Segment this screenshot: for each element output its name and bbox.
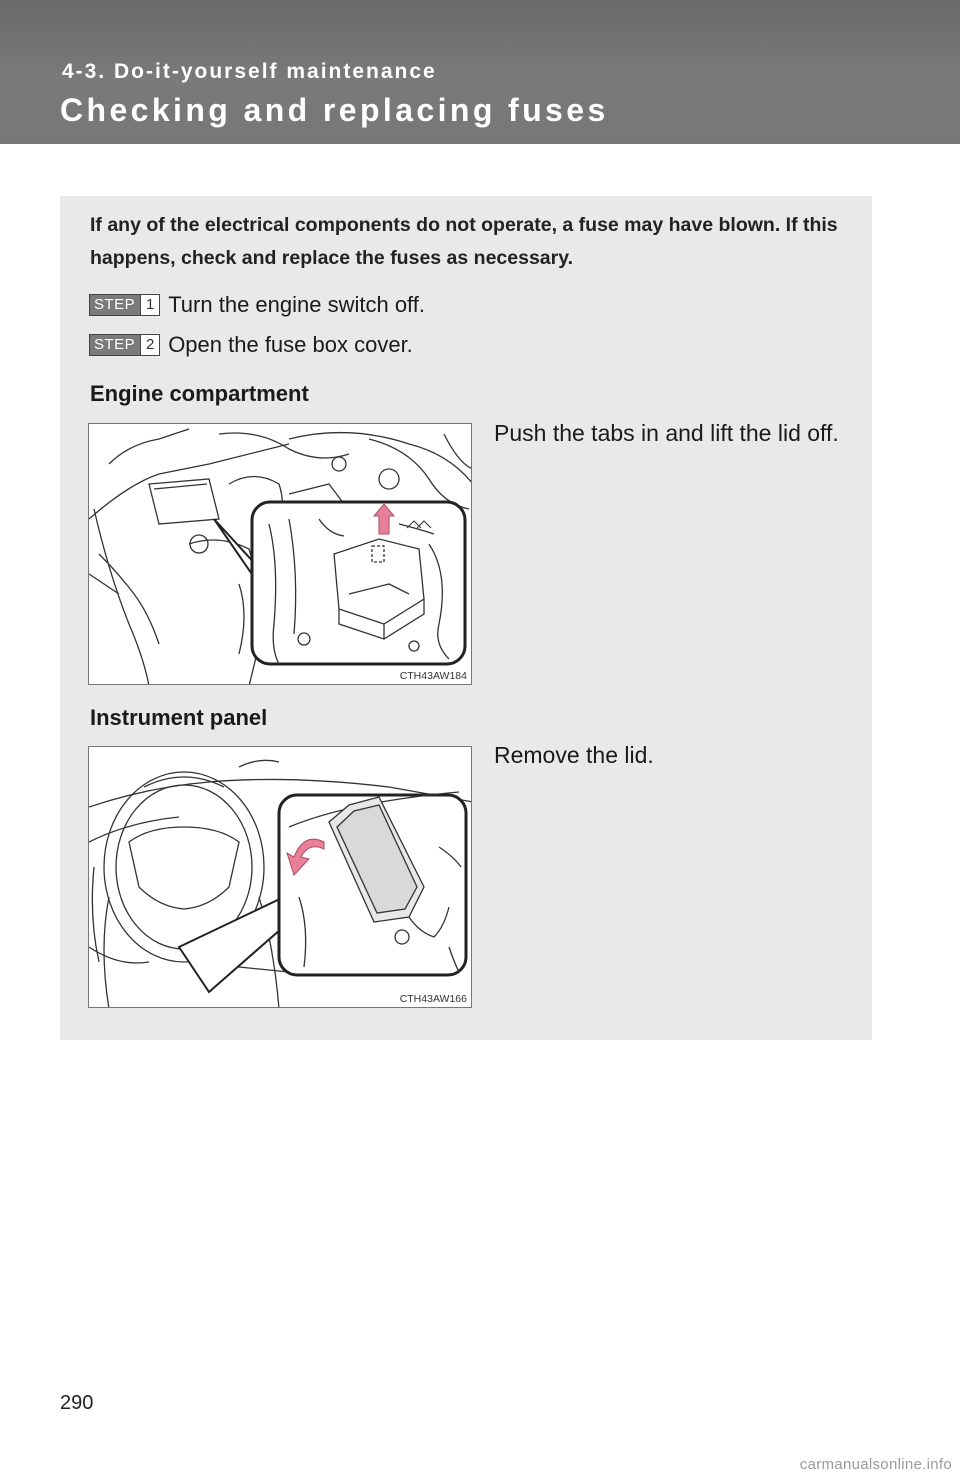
watermark: carmanualsonline.info xyxy=(799,1456,952,1473)
chapter-header xyxy=(0,0,960,144)
engine-compartment-illustration xyxy=(89,424,472,685)
page-title: Checking and replacing fuses xyxy=(60,92,609,128)
section-label: 4-3. Do-it-yourself maintenance xyxy=(62,60,437,83)
engine-compartment-caption: Push the tabs in and lift the lid off. xyxy=(494,420,839,446)
step-1 xyxy=(89,293,425,317)
instrument-panel-heading: Instrument panel xyxy=(90,705,268,730)
step-badge-number: 2 xyxy=(140,335,159,355)
instrument-panel-caption: Remove the lid. xyxy=(494,742,654,768)
instrument-panel-figure xyxy=(88,746,472,1008)
intro-text: If any of the electrical components do not operate, a fuse may have blown. If this happens, check and replace the fuses as necessary. xyxy=(90,214,838,269)
step-2-text: Open the fuse box cover. xyxy=(168,332,413,357)
step-badge-number: 1 xyxy=(140,295,159,315)
step-1-text: Turn the engine switch off. xyxy=(168,292,426,317)
instrument-panel-illustration xyxy=(89,747,472,1008)
engine-compartment-figure xyxy=(88,423,472,685)
step-badge-label: STEP xyxy=(90,295,140,315)
page-number: 290 xyxy=(60,1392,94,1414)
engine-compartment-heading: Engine compartment xyxy=(90,381,309,406)
step-badge xyxy=(89,334,160,356)
figure-code: CTH43AW166 xyxy=(399,993,467,1005)
step-2 xyxy=(89,333,413,357)
step-badge xyxy=(89,294,160,316)
figure-code: CTH43AW184 xyxy=(399,670,467,682)
step-badge-label: STEP xyxy=(90,335,140,355)
